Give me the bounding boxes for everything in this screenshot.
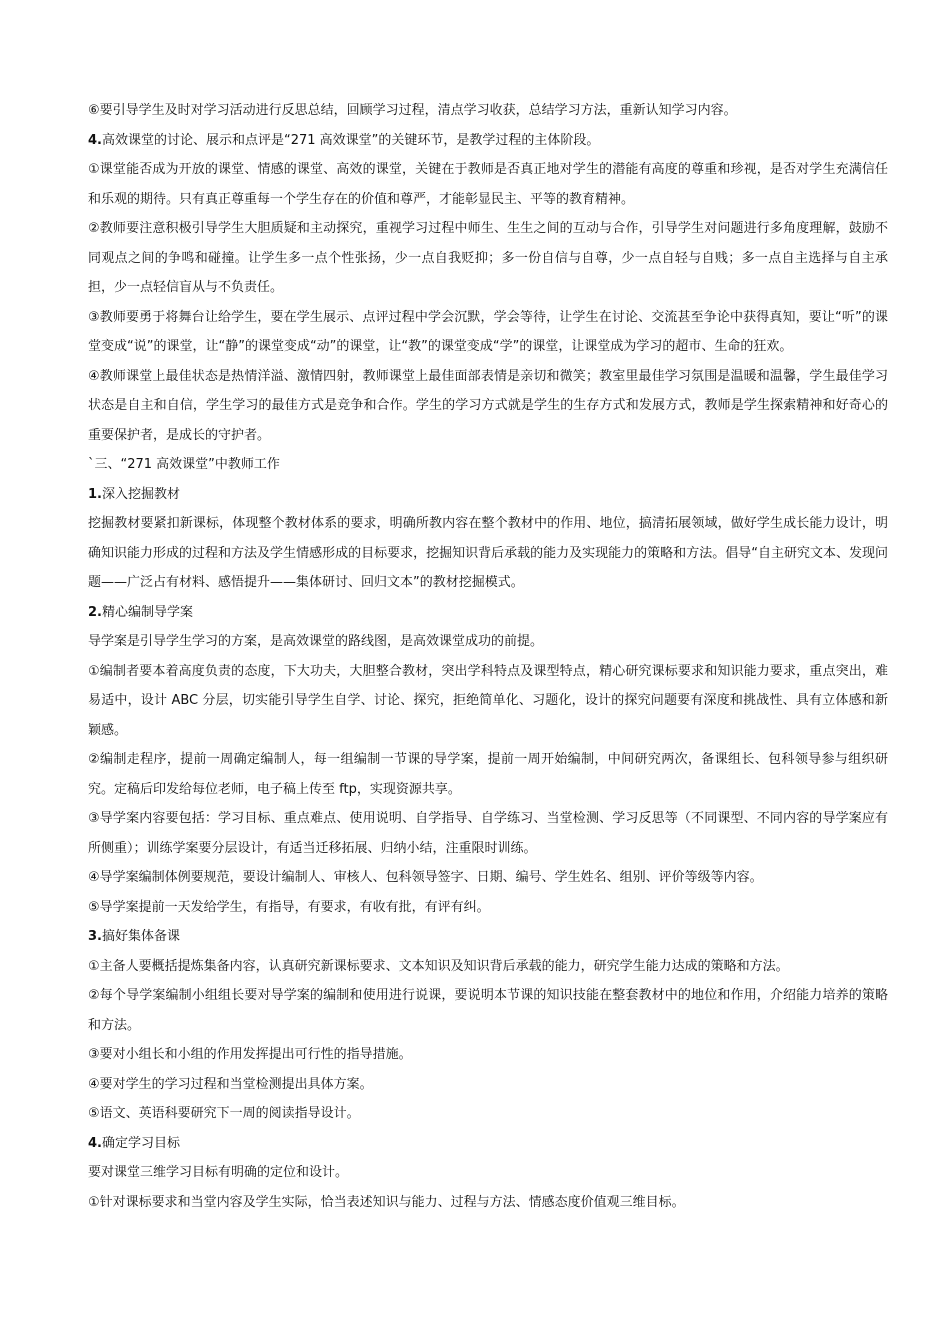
paragraph-reflection: ⑥要引导学生及时对学习活动进行反思总结，回顾学习过程，清点学习收获，总结学习方法，重新认知学习内容。: [88, 103, 737, 118]
paragraph-collective-4: ④要对学生的学习过程和当堂检测提出具体方案。: [88, 1076, 373, 1092]
heading-learning-goals: 4.确定学习目标: [88, 1135, 180, 1151]
paragraph-collective-2: ②每个导学案编制小组组长要对导学案的编制和使用进行说课，要说明本节课的知识技能在整套教材中的地位和作用，介绍能力培养的策略和方法。: [88, 988, 888, 1033]
paragraph-give-stage: ③教师要勇于将舞台让给学生，要在学生展示、点评过程中学会沉默，学会等待，让学生在讨论、交流甚至争论中获得真知，要让“听”的课堂变成“说”的课堂，让“静”的课堂变成“动”的课堂，让“教”的课堂变成“学”的课堂，让课堂成为学习的超市、生命的狂欢。: [88, 309, 888, 354]
paragraph-collective-1: ①主备人要概括提炼集备内容，认真研究新课标要求、文本知识及知识背后承载的能力，研究学生能力达成的策略和方法。: [88, 958, 789, 974]
section-number: 2.: [88, 604, 102, 620]
paragraph-guide-plan-5: ⑤导学案提前一天发给学生，有指导，有要求，有收有批，有评有纠。: [88, 899, 490, 915]
section-number: 4.: [88, 132, 102, 148]
heading-guide-plan: 2.精心编制导学案: [88, 604, 193, 620]
section-number: 3.: [88, 929, 102, 944]
paragraph-best-state: ④教师课堂上最佳状态是热情洋溢、激情四射，教师课堂上最佳面部表情是亲切和微笑；教室里最佳学习氛围是温暖和温馨，学生最佳学习状态是自主和自信，学生学习的最佳方式是竞争和合作。学生的学习方式就是学生的生存方式和发展方式，教师是学生探索精神和好奇心的重要保护者，是成长的守护者。: [88, 368, 888, 443]
paragraph-guide-inquiry: ②教师要注意积极引导学生大胆质疑和主动探究，重视学习过程中师生、生生之间的互动与合作，引导学生对问题进行多角度理解，鼓励不同观点之间的争鸣和碰撞。让学生多一点个性张扬，少一点自我贬抑；多一份自信与自尊，少一点自轻与自贱；多一点自主选择与自主承担，少一点轻信盲从与不负责任。: [88, 221, 888, 295]
paragraph-guide-plan-3: ③导学案内容要包括：学习目标、重点难点、使用说明、自学指导、自学练习、当堂检测、学习反思等（不同课型、不同内容的导学案应有所侧重）；训练学案要分层设计，有适当迁移拓展、归纳小结，注重限时训练。: [88, 811, 888, 856]
section-number: 1.: [88, 486, 102, 502]
section-number: 4.: [88, 1135, 102, 1151]
paragraph-guide-plan-2: ②编制走程序，提前一周确定编制人，每一组编制一节课的导学案，提前一周开始编制，中间研究两次，备课组长、包科领导参与组织研究。定稿后印发给每位老师，电子稿上传至 ftp，实现资源共享。: [88, 752, 888, 797]
paragraph-guide-plan-intro: 导学案是引导学生学习的方案，是高效课堂的路线图，是高效课堂成功的前提。: [88, 634, 544, 649]
heading-textbook: 1.深入挖掘教材: [88, 486, 180, 502]
section-heading-teacher-work: `三、“271 高效课堂”中教师工作: [88, 457, 280, 472]
paragraph-guide-plan-1: ①编制者要本着高度负责的态度，下大功夫，大胆整合教材，突出学科特点及课型特点，精心研究课标要求和知识能力要求，重点突出，难易适中，设计 ABC 分层，切实能引导学生自学、讨论、探究，拒绝简单化、习题化，设计的探究问题要有深度和挑战性、具有立体感和新颖感。: [88, 663, 888, 738]
heading-discussion: 4.高效课堂的讨论、展示和点评是“271 高效课堂”的关键环节，是教学过程的主体阶段。: [88, 132, 600, 148]
paragraph-goals-intro: 要对课堂三维学习目标有明确的定位和设计。: [88, 1165, 349, 1180]
heading-collective-prep: 3.搞好集体备课: [88, 929, 180, 944]
paragraph-guide-plan-4: ④导学案编制体例要规范，要设计编制人、审核人、包科领导签字、日期、编号、学生姓名、组别、评价等级等内容。: [88, 870, 763, 885]
paragraph-collective-3: ③要对小组长和小组的作用发挥提出可行性的指导措施。: [88, 1047, 412, 1062]
paragraph-open-classroom: ①课堂能否成为开放的课堂、情感的课堂、高效的课堂，关键在于教师是否真正地对学生的潜能有高度的尊重和珍视，是否对学生充满信任和乐观的期待。只有真正尊重每一个学生存在的价值和尊严，才能彰显民主、平等的教育精神。: [88, 162, 888, 207]
document-page: [88, 96, 888, 1217]
paragraph-goals-1: ①针对课标要求和当堂内容及学生实际，恰当表述知识与能力、过程与方法、情感态度价值观三维目标。: [88, 1194, 685, 1210]
paragraph-textbook: 挖掘教材要紧扣新课标，体现整个教材体系的要求，明确所教内容在整个教材中的作用、地位，搞清拓展领域，做好学生成长能力设计，明确知识能力形成的过程和方法及学生情感形成的目标要求，挖掘知识背后承载的能力及实现能力的策略和方法。倡导“自主研究文本、发现问题——广泛占有材料、感悟提升——集体研讨、回归文本”的教材挖掘模式。: [88, 516, 888, 590]
paragraph-collective-5: ⑤语文、英语科要研究下一周的阅读指导设计。: [88, 1106, 360, 1121]
